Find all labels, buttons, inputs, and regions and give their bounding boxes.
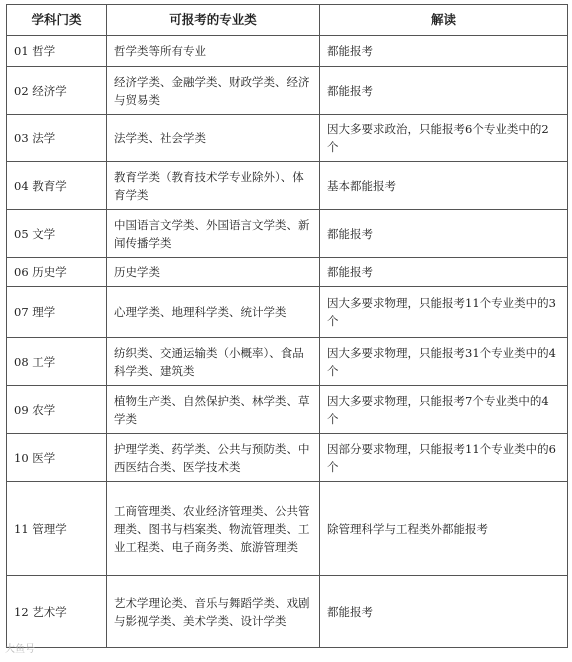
cell-note: 都能报考 xyxy=(320,210,568,258)
header-category: 学科门类 xyxy=(7,5,107,36)
cell-majors: 心理学类、地理科学类、统计学类 xyxy=(107,287,320,338)
cell-category: 09 农学 xyxy=(7,386,107,434)
table-row xyxy=(7,434,568,482)
cell-category: 05 文学 xyxy=(7,210,107,258)
cell-category: 01 哲学 xyxy=(7,36,107,67)
cell-majors: 植物生产类、自然保护类、林学类、草学类 xyxy=(107,386,320,434)
cell-majors: 护理学类、药学类、公共与预防类、中西医结合类、医学技术类 xyxy=(107,434,320,482)
cell-note: 因部分要求物理，只能报考11个专业类中的6个 xyxy=(320,434,568,482)
table-row xyxy=(7,115,568,162)
cell-category: 10 医学 xyxy=(7,434,107,482)
cell-note: 因大多要求政治，只能报考6个专业类中的2个 xyxy=(320,115,568,162)
table-row xyxy=(7,287,568,338)
cell-note: 都能报考 xyxy=(320,576,568,648)
cell-category: 07 理学 xyxy=(7,287,107,338)
cell-majors: 教育学类（教育技术学专业除外）、体育学类 xyxy=(107,162,320,210)
table-row xyxy=(7,258,568,287)
table-row xyxy=(7,67,568,115)
cell-note: 都能报考 xyxy=(320,67,568,115)
cell-category: 03 法学 xyxy=(7,115,107,162)
header-note: 解读 xyxy=(320,5,568,36)
cell-majors: 历史学类 xyxy=(107,258,320,287)
cell-category: 02 经济学 xyxy=(7,67,107,115)
cell-note: 因大多要求物理，只能报考11个专业类中的3个 xyxy=(320,287,568,338)
table-row xyxy=(7,162,568,210)
table-row xyxy=(7,210,568,258)
cell-majors: 艺术学理论类、音乐与舞蹈学类、戏剧与影视学类、美术学类、设计学类 xyxy=(107,576,320,648)
cell-majors: 工商管理类、农业经济管理类、公共管理类、图书与档案类、物流管理类、工业工程类、电子商务类、旅游管理类 xyxy=(107,482,320,576)
cell-majors: 哲学类等所有专业 xyxy=(107,36,320,67)
cell-majors: 经济学类、金融学类、财政学类、经济与贸易类 xyxy=(107,67,320,115)
cell-category: 11 管理学 xyxy=(7,482,107,576)
table-row xyxy=(7,36,568,67)
table-row xyxy=(7,576,568,648)
cell-category: 04 教育学 xyxy=(7,162,107,210)
table-row xyxy=(7,482,568,576)
table-header-row xyxy=(7,5,568,36)
cell-category: 06 历史学 xyxy=(7,258,107,287)
cell-category: 08 工学 xyxy=(7,338,107,386)
table-row xyxy=(7,338,568,386)
majors-table xyxy=(6,4,568,648)
cell-majors: 法学类、社会学类 xyxy=(107,115,320,162)
table-row xyxy=(7,386,568,434)
cell-majors: 纺织类、交通运输类（小概率）、食品科学类、建筑类 xyxy=(107,338,320,386)
cell-category: 12 艺术学 xyxy=(7,576,107,648)
header-majors: 可报考的专业类 xyxy=(107,5,320,36)
cell-note: 因大多要求物理，只能报考31个专业类中的4个 xyxy=(320,338,568,386)
cell-note: 都能报考 xyxy=(320,258,568,287)
cell-note: 基本都能报考 xyxy=(320,162,568,210)
cell-note: 因大多要求物理，只能报考7个专业类中的4个 xyxy=(320,386,568,434)
watermark: 大鱼号 xyxy=(5,644,35,655)
cell-note: 都能报考 xyxy=(320,36,568,67)
cell-note: 除管理科学与工程类外都能报考 xyxy=(320,482,568,576)
cell-majors: 中国语言文学类、外国语言文学类、新闻传播学类 xyxy=(107,210,320,258)
